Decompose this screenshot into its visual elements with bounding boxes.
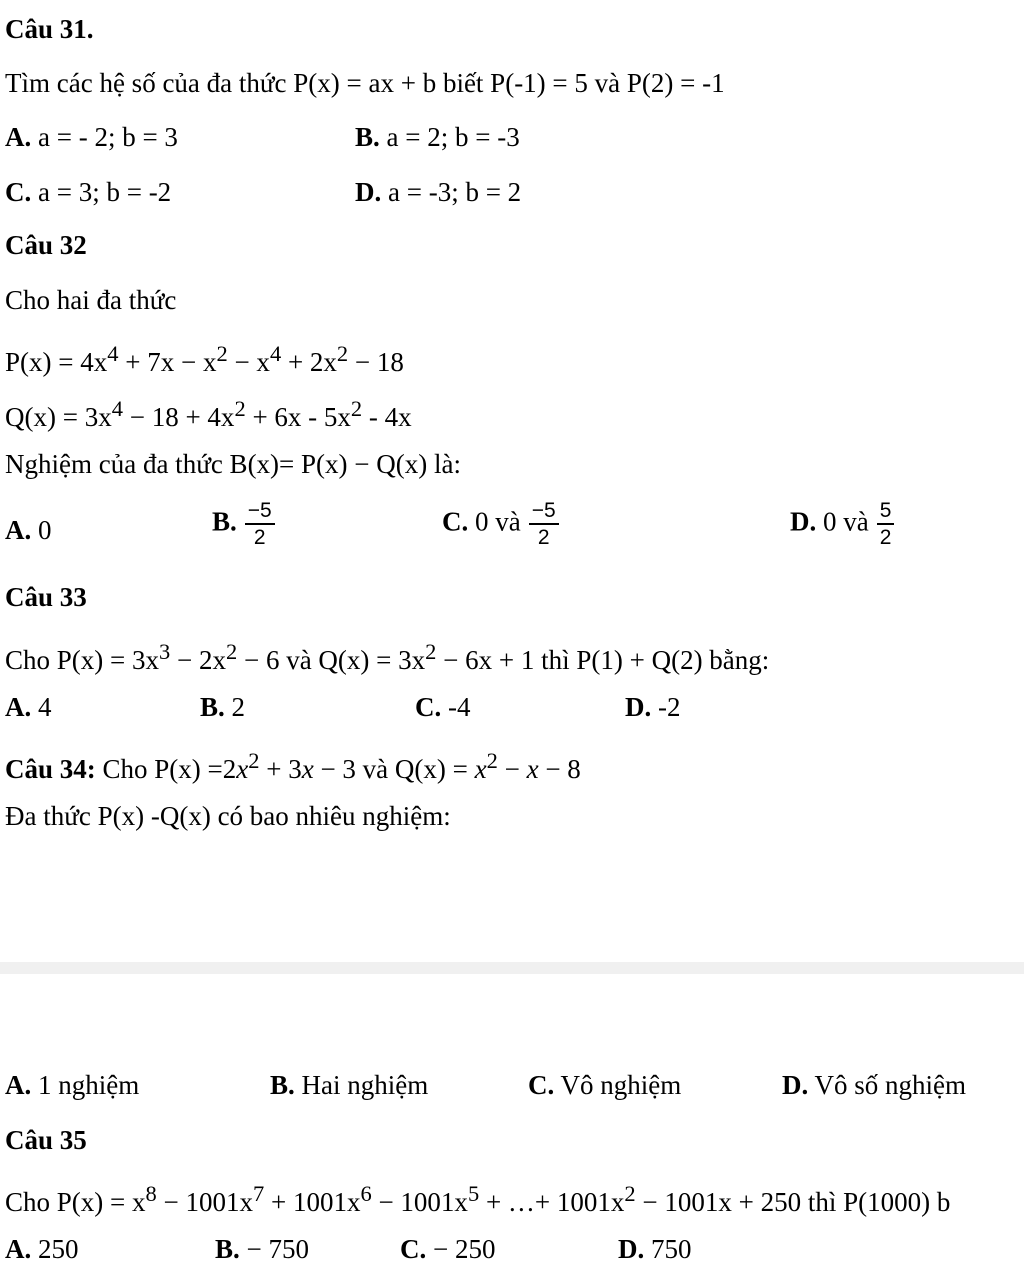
q35-option-d: D. 750 [618, 1234, 692, 1264]
q32-option-d: D. 0 và $\frac{5}{2}$ [790, 500, 894, 549]
q33-option-c: C. -4 [415, 692, 471, 722]
q32-option-a: A. 0 [5, 515, 52, 545]
q33-title: Câu 33 [5, 582, 87, 612]
q35-option-b: B. − 750 [215, 1234, 309, 1264]
fraction-5-over-2: $\frac{5}{2}$ [877, 500, 895, 549]
q31-option-c: C. a = 3; b = -2 [5, 177, 172, 207]
q33-stem: Cho $P(x) = 3x^3 - 2x^2 - 6$ và $Q(x) = 3x^2 - 6x + 1$ thì P(1) + Q(2) bằng: [5, 639, 770, 675]
q35-title: Câu 35 [5, 1125, 87, 1155]
q31-title: Câu 31. [5, 14, 94, 44]
q33-option-a: A. 4 [5, 692, 52, 722]
q34-option-d: D. Vô số nghiệm [782, 1070, 967, 1100]
q33-option-b: B. 2 [200, 692, 246, 722]
q32-option-b: B. $\frac{-5}{2}$ [212, 500, 275, 549]
q34-question: Đa thức P(x) -Q(x) có bao nhiêu nghiệm: [5, 801, 451, 831]
q34-stem: Câu 34: Cho $P(x) =2x^2 + 3x - 3$ và $Q(x) = x^2 - x - 8$ [5, 748, 581, 784]
fraction-neg-5-over-2: $\frac{-5}{2}$ [245, 500, 275, 549]
q34-option-b: B. Hai nghiệm [270, 1070, 429, 1100]
q32-title: Câu 32 [5, 230, 87, 260]
q35-option-c: C. − 250 [400, 1234, 496, 1264]
fraction-neg-5-over-2: $\frac{-5}{2}$ [529, 500, 559, 549]
q35-option-a: A. 250 [5, 1234, 79, 1264]
q31-option-d: D. a = -3; b = 2 [355, 177, 522, 207]
q32-option-c: C. 0 và $\frac{-5}{2}$ [442, 500, 559, 549]
q35-stem: Cho $P(x) = x^8 - 1001x^7 + 1001x^6 - 1001x^5$ + …+ $1001x^2 - 1001x + 250$ thì P(1000) b [5, 1181, 951, 1217]
q31-option-a: A. a = - 2; b = 3 [5, 122, 178, 152]
q32-polynomial-p: $P(x) = 4x^4 + 7x - x^2 - x^4 + 2x^2 - 18$ [5, 341, 404, 377]
q32-intro: Cho hai đa thức [5, 285, 177, 315]
q33-option-d: D. -2 [625, 692, 681, 722]
q32-polynomial-q: $Q(x) = 3x^4 - 18 + 4x^2 + 6x - 5x^2 - 4x$ [5, 396, 412, 432]
q31-option-b: B. a = 2; b = -3 [355, 122, 520, 152]
separator-band [0, 962, 1024, 974]
q34-option-c: C. Vô nghiệm [528, 1070, 682, 1100]
q31-stem: Tìm các hệ số của đa thức P(x) = ax + b biết P(-1) = 5 và P(2) = -1 [5, 68, 725, 98]
q34-option-a: A. 1 nghiệm [5, 1070, 140, 1100]
q32-question: Nghiệm của đa thức B(x)= P(x) − Q(x) là: [5, 449, 461, 479]
